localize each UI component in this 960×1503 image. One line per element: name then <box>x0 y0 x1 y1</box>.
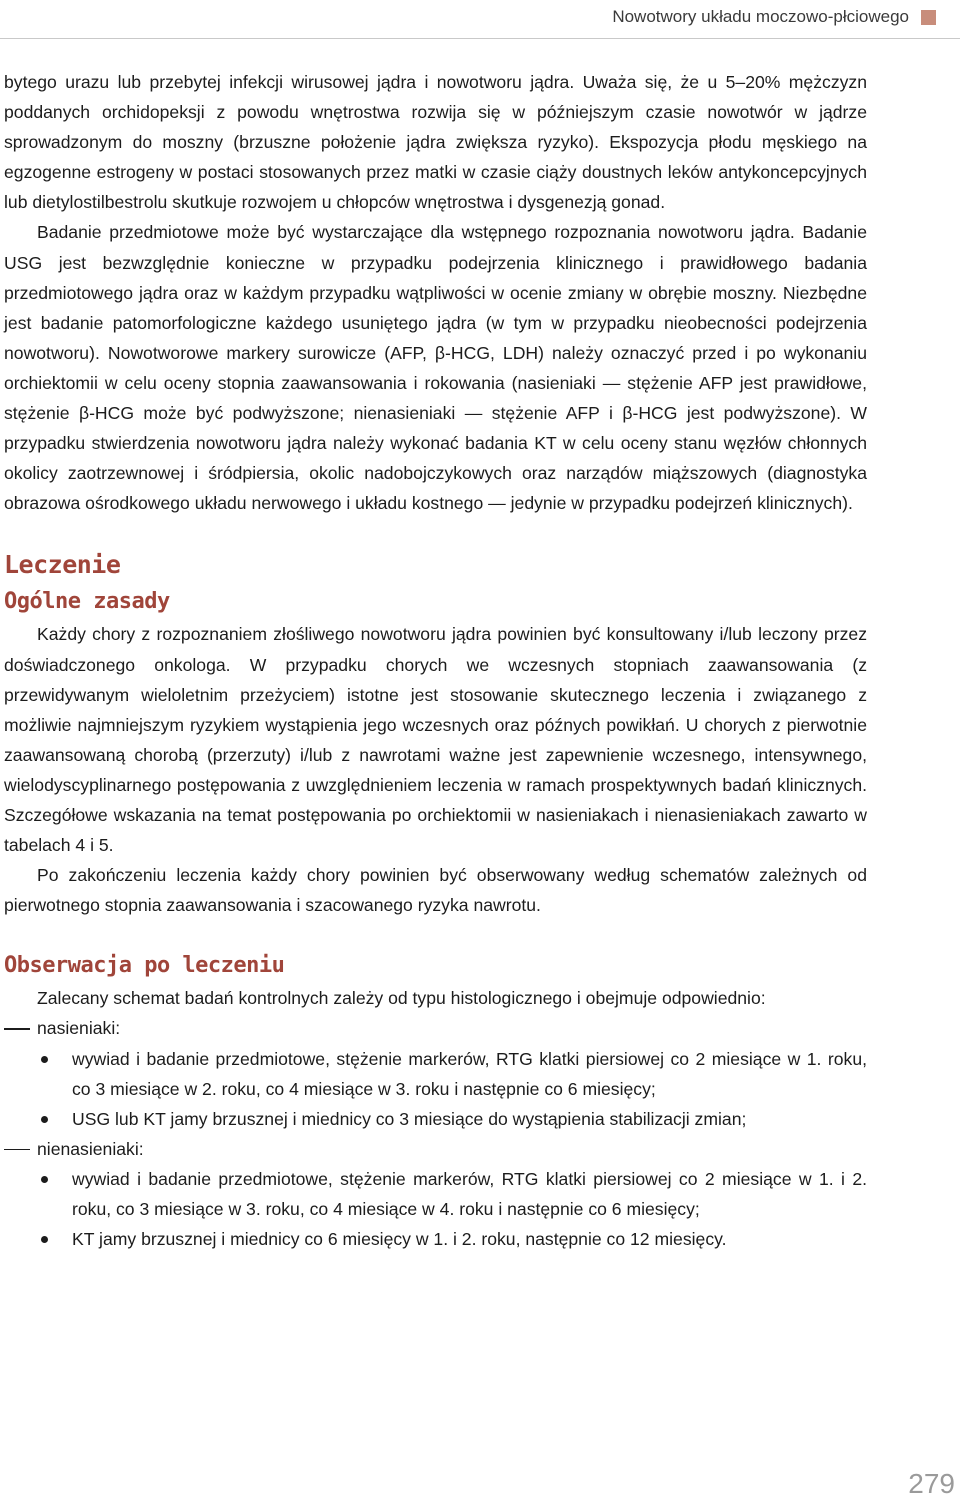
dash-icon <box>4 1149 30 1151</box>
list-item <box>4 1044 867 1104</box>
followup-group-nonseminoma <box>4 1134 867 1164</box>
followup-group-seminoma <box>4 1013 867 1043</box>
list-item <box>4 1104 867 1134</box>
running-title: Nowotwory układu moczowo-płciowego <box>612 7 909 26</box>
treatment-paragraph-1: Każdy chory z rozpoznaniem złośliwego nowotworu jądra powinien być konsultowany i/lub leczony przez doświadczonego onkologa. W przypadku chorych we wczesnych stopniach zaawansowania (z przewidywanym wieloletnim przeżyciem) istotne jest stosowanie skutecznego leczenia i związanego z możliwie najmniejszym ryzykiem wystąpienia jego wczesnych oraz późnych powikłań. U chorych z pierwotnie zaawansowaną chorobą (przerzuty) i/lub z nawrotami ważne jest zapewnienie wczesnego, intensywnego, wielodyscyplinarnego postępowania z uwzględnieniem leczenia w ramach prospektywnych badań klinicznych. Szczegółowe wskazania na temat postępowania po orchiektomii w nasieniakach i nienasieniakach zawarto w tabelach 4 i 5. <box>4 624 867 856</box>
body-paragraph-2: Badanie przedmiotowe może być wystarczające dla wstępnego rozpoznania nowotworu jądra. Badanie USG jest bezwzględnie konieczne w przypadku podejrzenia klinicznego i prawidłowego badania przedmiotowego jądra oraz w każdym przypadku wątpliwości w ocenie zmiany w obrębie moszny. Niezbędne jest badanie patomorfologiczne każdego usuniętego jądra (w tym w przypadku nieobecności podejrzenia nowotworu). Nowotworowe markery surowicze (AFP, β-HCG, LDH) należy oznaczyć przed i po wykonaniu orchiektomii w celu oceny stopnia zaawansowania i rokowania (nasieniaki — stężenie AFP jest prawidłowe, stężenie β-HCG może być podwyższone; nienasieniaki — stężenie AFP i β-HCG jest podwyższone). W przypadku stwierdzenia nowotworu jądra należy wykonać badania KT w celu oceny stanu węzłów chłonnych okolicy zaotrzewnowej i śródpiersia, okolic nadobojczykowych oraz narządów miąższowych (diagnostyka obrazowa ośrodkowego układu nerwowego i układu kostnego — jedynie w przypadku podejrzeń klinicznych). <box>4 222 867 514</box>
list-item-text: USG lub KT jamy brzusznej i miednicy co 3 miesiące do wystąpienia stabilizacji zmian; <box>72 1108 747 1129</box>
bullet-icon <box>41 1236 48 1243</box>
list-item <box>4 1224 867 1254</box>
list-item-text: KT jamy brzusznej i miednicy co 6 miesięcy w 1. i 2. roku, następnie co 12 miesięcy. <box>72 1229 727 1250</box>
running-head <box>612 4 936 30</box>
page-number: 279 <box>908 1468 955 1499</box>
bullet-icon <box>41 1176 48 1183</box>
followup-group-label: nienasieniaki: <box>37 1138 144 1159</box>
followup-intro: Zalecany schemat badań kontrolnych zależy od typu histologicznego i obejmuje odpowiednio: <box>37 988 766 1009</box>
page-content <box>4 67 867 1254</box>
dash-icon <box>4 1028 30 1030</box>
list-item-text: wywiad i badanie przedmiotowe, stężenie markerów, RTG klatki piersiowej co 2 miesiące w 1. roku, co 3 miesiące w 2. roku, co 4 miesiące w 3. roku i następnie co 6 miesięcy; <box>72 1048 867 1099</box>
list-item <box>4 1164 867 1224</box>
body-paragraph-1: bytego urazu lub przebytej infekcji wirusowej jądra i nowotworu jądra. Uważa się, że u 5–20% mężczyzn poddanych orchidopeksji z powodu wnętrostwa rozwija się w późniejszym czasie nowotwór w jądrze sprowadzonym do moszny (brzuszne położenie jądra zwiększa ryzyko). Ekspozycja płodu męskiego na egzogenne estrogeny w postaci stosowanych przez matki w czasie ciąży doustnych leków antykoncepcyjnych lub dietylostilbestrolu skutkuje rozwojem u chłopców wnętrostwa i dysgenezją gonad. <box>4 72 867 213</box>
treatment-paragraph-2: Po zakończeniu leczenia każdy chory powinien być obserwowany według schematów zależnych od pierwotnego stopnia zaawansowania i szacowanego ryzyka nawrotu. <box>4 865 867 916</box>
section-heading-treatment: Leczenie <box>4 550 121 580</box>
followup-group-label: nasieniaki: <box>37 1018 121 1039</box>
section-heading-followup: Obserwacja po leczeniu <box>4 953 285 979</box>
list-item-text: wywiad i badanie przedmiotowe, stężenie markerów, RTG klatki piersiowej co 2 miesiące w 1. i 2. roku, co 3 miesiące w 3. roku, co 4 miesiące w 4. roku i następnie co 6 miesięcy; <box>72 1168 867 1219</box>
followup-list-seminoma <box>4 1044 867 1134</box>
bullet-icon <box>41 1116 48 1123</box>
header-square-icon <box>921 10 936 25</box>
header-divider <box>0 38 960 39</box>
subsection-heading-general-rules: Ogólne zasady <box>4 589 170 615</box>
followup-list-nonseminoma <box>4 1164 867 1254</box>
bullet-icon <box>41 1056 48 1063</box>
